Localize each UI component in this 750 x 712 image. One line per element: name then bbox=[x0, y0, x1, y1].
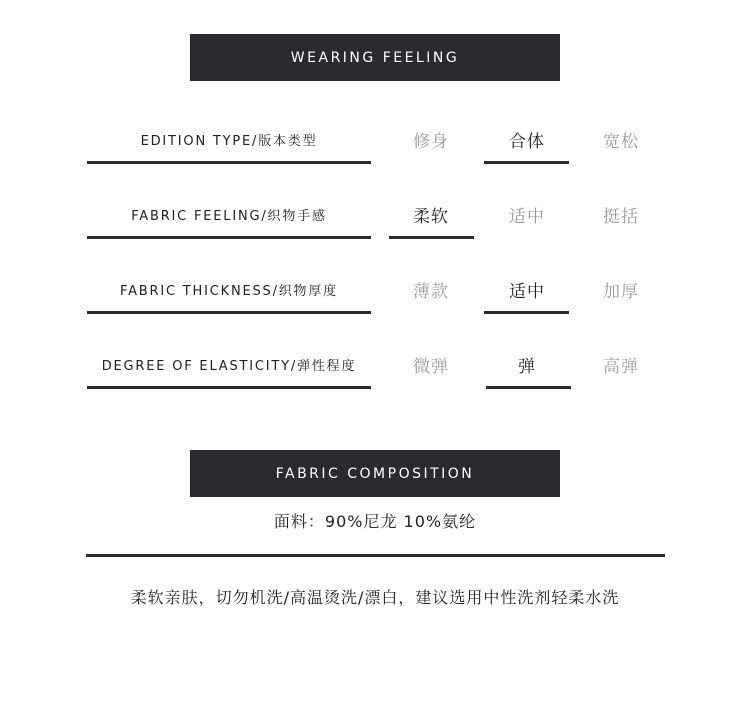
option-loose: 宽松 bbox=[603, 131, 639, 152]
label-underline bbox=[87, 161, 371, 164]
option-slight-stretch: 微弹 bbox=[413, 356, 449, 377]
option-slim: 修身 bbox=[413, 131, 449, 152]
fabric-composition-banner: FABRIC COMPOSITION bbox=[190, 450, 560, 497]
option-fit-selected: 合体 bbox=[509, 131, 545, 152]
option-soft-selected: 柔软 bbox=[413, 206, 449, 227]
label-underline bbox=[87, 386, 371, 389]
divider bbox=[86, 554, 665, 557]
label-underline bbox=[87, 236, 371, 239]
selected-underline bbox=[484, 161, 569, 164]
option-moderate-selected: 适中 bbox=[509, 281, 545, 302]
option-stiff: 挺括 bbox=[603, 206, 639, 227]
option-thick: 加厚 bbox=[603, 281, 639, 302]
row-label: DEGREE OF ELASTICITY/弹性程度 bbox=[101, 358, 357, 374]
composition-text: 面料：90%尼龙 10%氨纶 bbox=[273, 512, 477, 531]
edition-type-row bbox=[0, 118, 750, 178]
option-moderate: 适中 bbox=[509, 206, 545, 227]
elasticity-row bbox=[0, 343, 750, 403]
care-instructions: 柔软亲肤，切勿机洗/高温烫洗/漂白，建议选用中性洗剂轻柔水洗 bbox=[130, 588, 620, 607]
row-label: FABRIC FEELING/织物手感 bbox=[131, 208, 327, 224]
option-thin: 薄款 bbox=[413, 281, 449, 302]
fabric-feeling-row bbox=[0, 193, 750, 253]
option-high-stretch: 高弹 bbox=[603, 356, 639, 377]
label-underline bbox=[87, 311, 371, 314]
wearing-feeling-banner: WEARING FEELING bbox=[190, 34, 560, 81]
selected-underline bbox=[484, 311, 569, 314]
row-label: FABRIC THICKNESS/织物厚度 bbox=[120, 283, 338, 299]
option-stretch-selected: 弹 bbox=[518, 356, 536, 377]
selected-underline bbox=[486, 386, 571, 389]
fabric-thickness-row bbox=[0, 268, 750, 328]
selected-underline bbox=[389, 236, 474, 239]
row-label: EDITION TYPE/版本类型 bbox=[140, 133, 318, 149]
